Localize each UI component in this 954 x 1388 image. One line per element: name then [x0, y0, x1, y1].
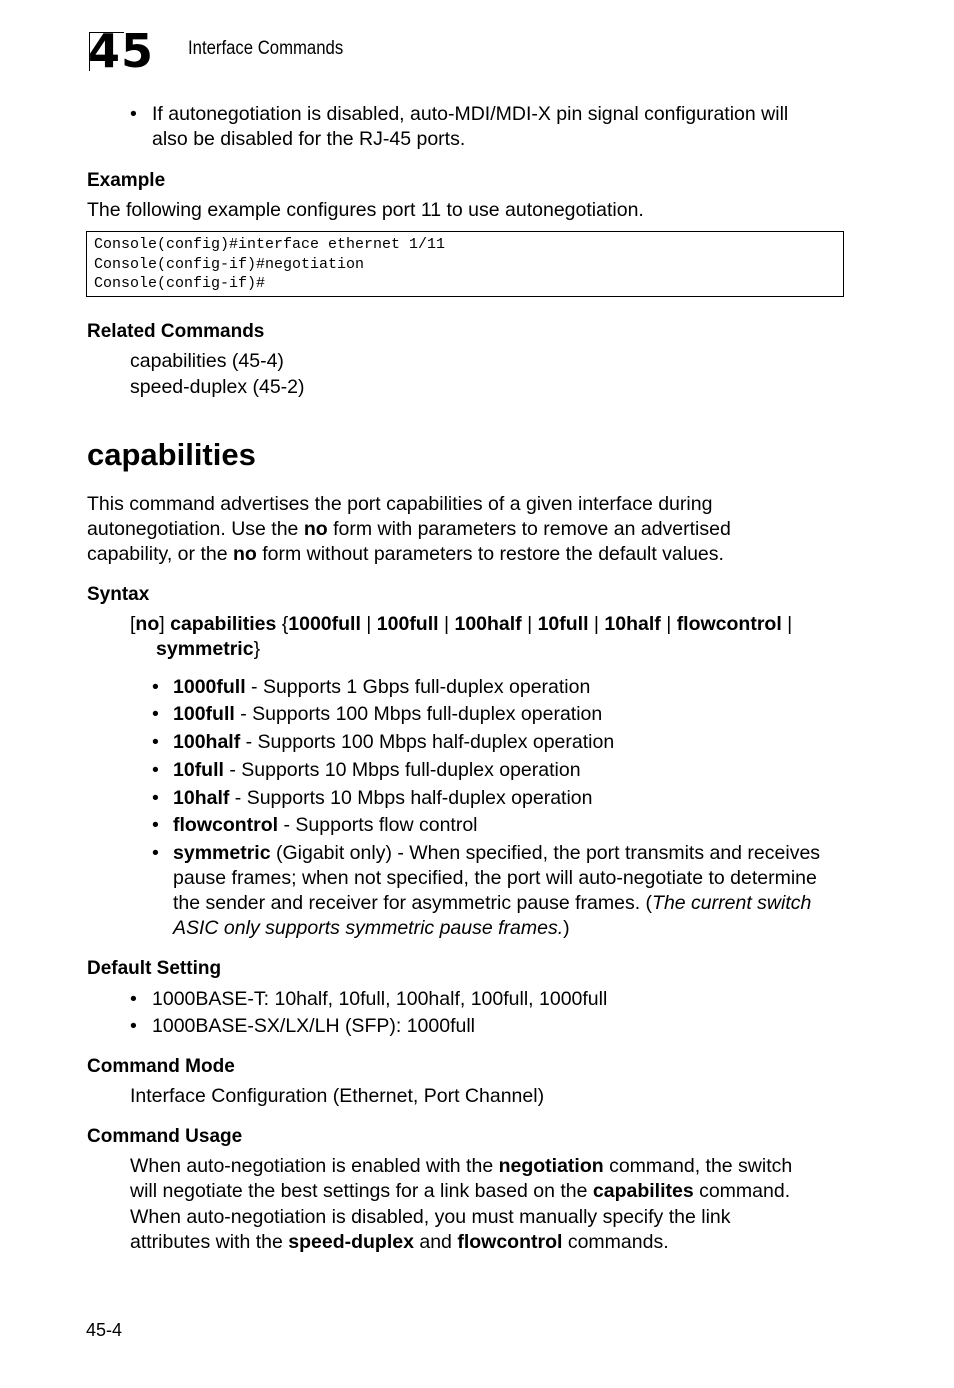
code-line: Console(config-if)#negotiation — [94, 255, 365, 273]
mode-heading: Command Mode — [87, 1056, 235, 1077]
syntax-line: symmetric} — [156, 638, 261, 660]
bullet-icon: • — [152, 676, 159, 698]
section-title: capabilities — [87, 437, 256, 472]
mode-text: Interface Configuration (Ethernet, Port Channel) — [130, 1085, 545, 1107]
syntax-line: [no] capabilities {1000full | 100full | 100half | 10full | 10half | flowcontrol | — [130, 613, 793, 635]
related-item: speed-duplex (45-2) — [130, 376, 305, 398]
code-line: Console(config)#interface ethernet 1/11 — [94, 236, 446, 253]
syntax-heading: Syntax — [87, 584, 150, 605]
bullet-icon: • — [152, 814, 159, 836]
description-line: autonegotiation. Use the no form with parameters to remove an advertised — [87, 518, 731, 540]
usage-line: attributes with the speed-duplex and flowcontrol commands. — [130, 1231, 669, 1253]
usage-line: will negotiate the best settings for a link based on the capabilites command. — [130, 1180, 791, 1202]
chapter-number: 45 — [88, 24, 155, 78]
code-line: Console(config-if)# — [94, 275, 266, 292]
example-heading: Example — [87, 170, 166, 191]
related-item: capabilities (45-4) — [130, 350, 284, 372]
default-heading: Default Setting — [87, 958, 222, 979]
page-number: 45-4 — [86, 1320, 123, 1340]
bullet-icon: • — [152, 703, 159, 725]
chapter-title: Interface Commands — [188, 38, 344, 59]
bullet-icon: • — [152, 787, 159, 809]
example-intro: The following example configures port 11 to use autonegotiation. — [87, 199, 644, 221]
bullet-icon: • — [152, 759, 159, 781]
code-block — [86, 231, 844, 297]
bullet-icon: • — [130, 988, 137, 1010]
bullet-icon: • — [130, 1015, 137, 1037]
bullet-icon: • — [130, 103, 137, 125]
description-line: capability, or the no form without parameters to restore the default values. — [87, 543, 724, 565]
description-line: This command advertises the port capabilities of a given interface during — [87, 493, 713, 515]
bullet-icon: • — [152, 842, 159, 864]
bullet-icon: • — [152, 731, 159, 753]
usage-line: When auto-negotiation is disabled, you must manually specify the link — [130, 1206, 731, 1228]
usage-heading: Command Usage — [87, 1126, 243, 1147]
usage-line: When auto-negotiation is enabled with the negotiation command, the switch — [130, 1155, 793, 1177]
related-heading: Related Commands — [87, 321, 265, 342]
